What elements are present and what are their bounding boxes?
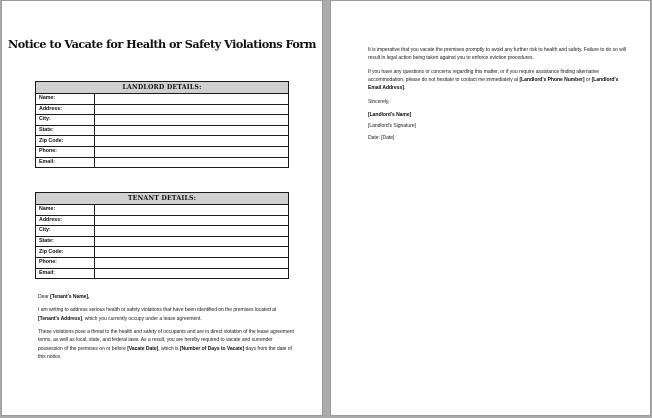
table-row (36, 215, 289, 226)
landlord-address-field[interactable] (95, 104, 289, 115)
letter-body-page-2 (368, 46, 628, 145)
paragraph-imperative: It is imperative that you vacate the premises promptly to avoid any further risk to health and safety. Failure to do so will result in legal action being taken against you to enforce eviction procedures. (368, 47, 626, 62)
tenant-zip-field[interactable] (95, 247, 289, 258)
table-row (36, 226, 289, 237)
field-label: Zip Code: (36, 136, 95, 147)
salutation-comma: , (88, 294, 90, 300)
paragraph-contact (368, 68, 628, 93)
table-row (36, 236, 289, 247)
table-row (36, 125, 289, 136)
field-label: Name: (36, 205, 95, 216)
tenant-table-header: TENANT DETAILS: (36, 193, 289, 205)
document-page-1 (1, 0, 323, 416)
document-page-2 (330, 0, 651, 416)
paragraph-violations (38, 328, 294, 361)
document-title: Notice to Vacate for Health or Safety Violations Form (7, 37, 317, 51)
landlord-phone-field[interactable] (95, 146, 289, 157)
table-row (36, 115, 289, 126)
landlord-signature-placeholder: [Landlord's Signature] (368, 123, 416, 130)
field-label: Phone: (36, 146, 95, 157)
signature-block (368, 111, 628, 142)
landlord-phone-placeholder: [Landlord's Phone Number] (519, 76, 585, 83)
paragraph-text: If you have any questions or concerns regarding this matter, or if you require assistance finding alternative accommodation, please do not hesitate to contact me immediately at (368, 68, 600, 83)
salutation (38, 293, 294, 301)
table-row (36, 247, 289, 258)
table-row (36, 94, 289, 105)
paragraph-intro (38, 306, 294, 323)
letter-body-page-1 (38, 293, 294, 366)
table-row (36, 205, 289, 216)
landlord-name-field[interactable] (95, 94, 289, 105)
field-label: Email: (36, 268, 95, 279)
paragraph-text: , which you currently occupy under a lease agreement. (82, 315, 202, 322)
field-label: City: (36, 115, 95, 126)
field-label: Name: (36, 94, 95, 105)
field-label: Address: (36, 215, 95, 226)
table-row (36, 136, 289, 147)
field-label: Address: (36, 104, 95, 115)
tenant-address-field[interactable] (95, 215, 289, 226)
field-label: State: (36, 236, 95, 247)
paragraph-text: , which is (158, 345, 180, 352)
tenant-details-table (35, 192, 289, 279)
landlord-city-field[interactable] (95, 115, 289, 126)
paragraph-text: . (403, 85, 406, 92)
table-row (36, 268, 289, 279)
closing: Sincerely, (368, 98, 390, 105)
landlord-name-placeholder: [Landlord's Name] (368, 111, 412, 118)
paragraph-text: days from the date of this notice. (38, 345, 292, 360)
landlord-details-table (35, 81, 289, 168)
tenant-city-field[interactable] (95, 226, 289, 237)
field-label: City: (36, 226, 95, 237)
table-row (36, 104, 289, 115)
landlord-state-field[interactable] (95, 125, 289, 136)
tenant-state-field[interactable] (95, 236, 289, 247)
table-row (36, 146, 289, 157)
table-row (36, 257, 289, 268)
paragraph-text: I am writing to address serious health or safety violations that have been identified on the premises located at (38, 307, 277, 314)
tenant-email-field[interactable] (95, 268, 289, 279)
landlord-zip-field[interactable] (95, 136, 289, 147)
tenant-phone-field[interactable] (95, 257, 289, 268)
field-label: Zip Code: (36, 247, 95, 258)
table-row (36, 157, 289, 168)
tenant-name-placeholder: [Tenant's Name] (50, 294, 89, 300)
landlord-email-field[interactable] (95, 157, 289, 168)
tenant-name-field[interactable] (95, 205, 289, 216)
days-to-vacate-placeholder: [Number of Days to Vacate] (179, 345, 245, 352)
field-label: Email: (36, 157, 95, 168)
tenant-address-placeholder: [Tenant's Address] (38, 315, 83, 322)
field-label: Phone: (36, 257, 95, 268)
field-label: State: (36, 125, 95, 136)
salutation-text: Dear (38, 294, 51, 300)
paragraph-text: or (584, 76, 592, 83)
paragraph-text: These violations pose a threat to the health and safety of occupants and are in direct violation of the lease agreement terms, as well as local, state, and federal laws. As a result, you are hereby required to vacate and surrender possession of the premises on or before (38, 328, 294, 352)
landlord-email-placeholder: [Landlord's Email Address] (368, 76, 619, 92)
vacate-date-placeholder: [Vacate Date] (127, 345, 159, 352)
date-line: Date: [Date] (368, 134, 395, 141)
landlord-table-header: LANDLORD DETAILS: (36, 82, 289, 94)
